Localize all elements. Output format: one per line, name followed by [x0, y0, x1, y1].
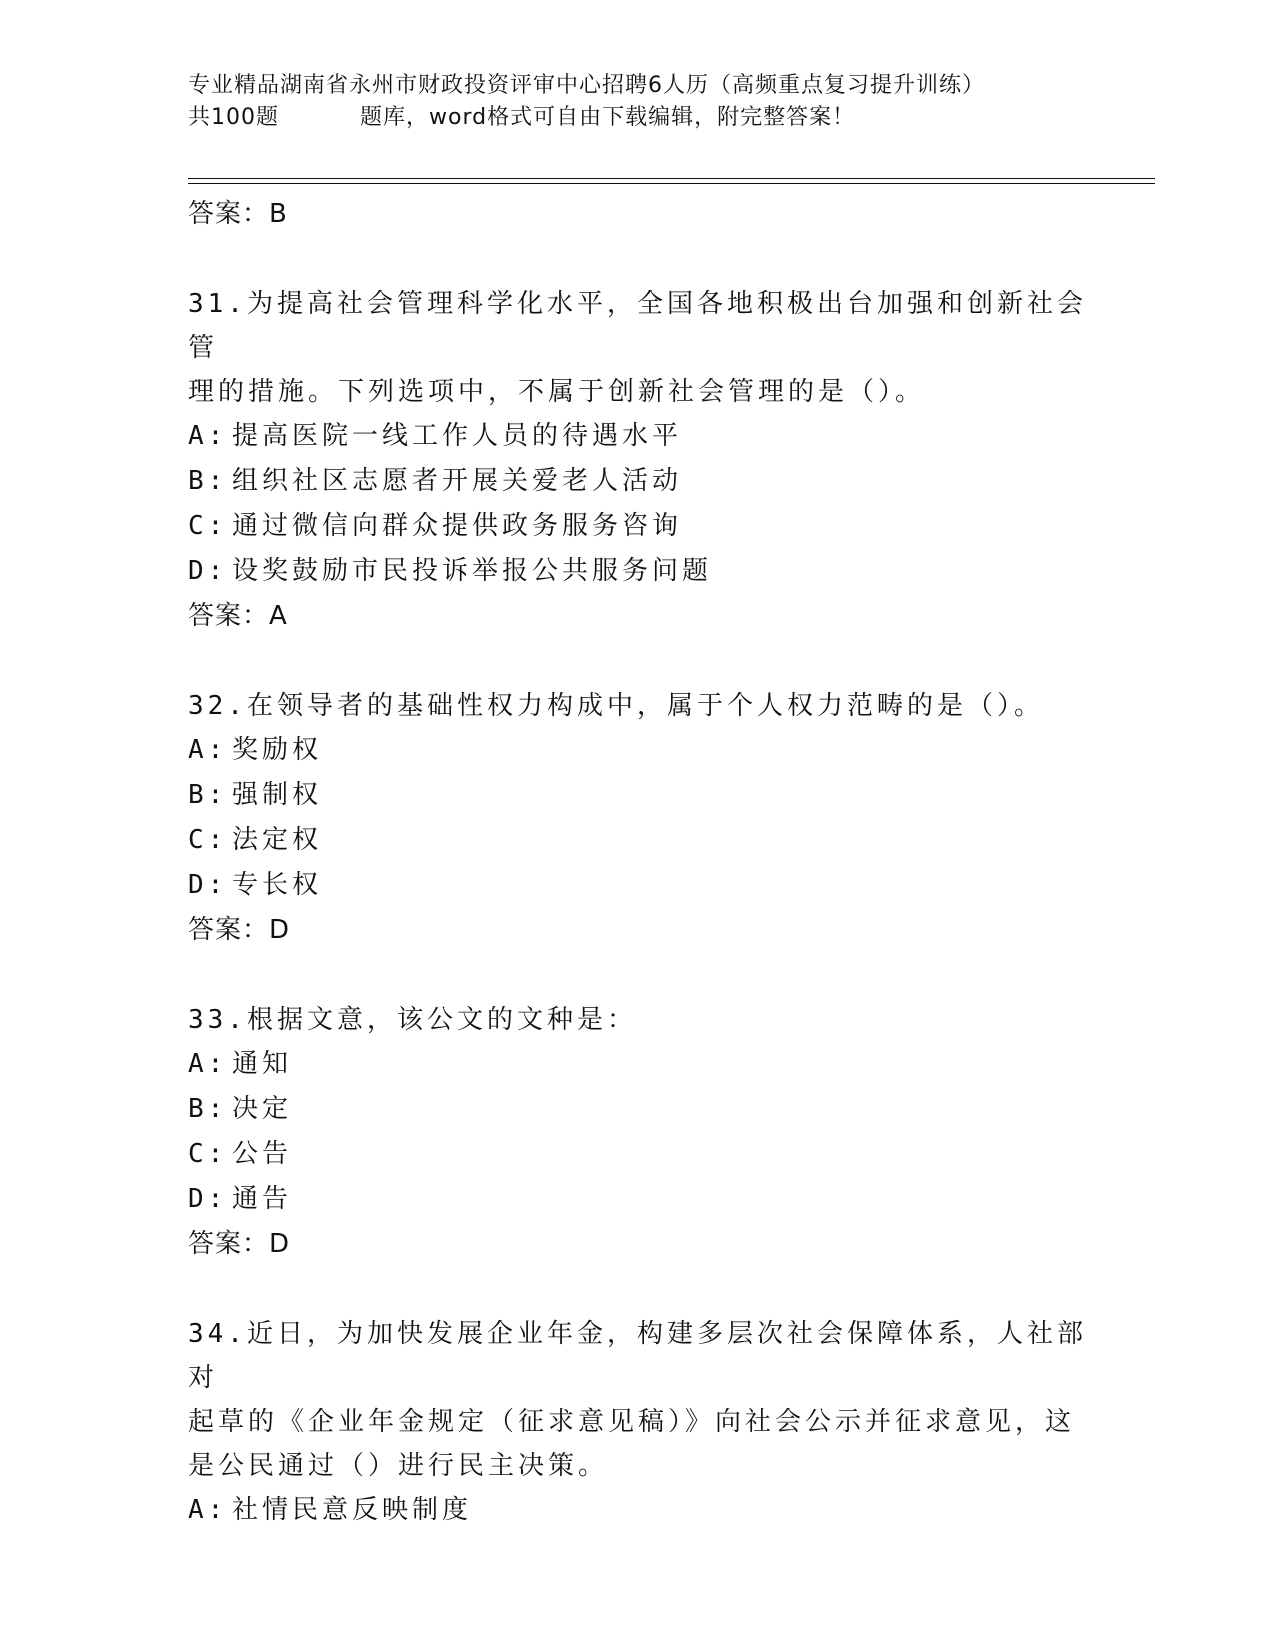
question-33 [188, 998, 1088, 1266]
answer-30: 答案：B [188, 199, 288, 229]
option-text: 提高医院一线工作人员的待遇水平 [232, 421, 683, 451]
option-letter: A: [188, 1049, 228, 1079]
option-b [188, 459, 1088, 504]
question-text-line: 理的措施。下列选项中，不属于创新社会管理的是（）。 [188, 377, 926, 407]
option-b [188, 773, 1088, 818]
option-text: 决定 [232, 1094, 293, 1124]
question-text-line: 34.近日，为加快发展企业年金，构建多层次社会保障体系，人社部对 [188, 1319, 1087, 1393]
option-letter: C: [188, 825, 228, 855]
option-a [188, 414, 1088, 459]
option-letter: B: [188, 466, 228, 496]
option-letter: D: [188, 556, 228, 586]
option-text: 设奖鼓励市民投诉举报公共服务问题 [232, 556, 713, 586]
question-text-line: 32.在领导者的基础性权力构成中，属于个人权力范畴的是（）。 [188, 691, 1044, 721]
question-text-line: 是公民通过（）进行民主决策。 [188, 1451, 609, 1481]
option-text: 奖励权 [232, 735, 323, 765]
option-c [188, 1132, 1088, 1177]
option-letter: A: [188, 1495, 228, 1525]
option-text: 专长权 [232, 870, 323, 900]
option-text: 组织社区志愿者开展关爱老人活动 [232, 466, 683, 496]
option-letter: B: [188, 1094, 228, 1124]
question-text-line: 31.为提高社会管理科学化水平，全国各地积极出台加强和创新社会管 [188, 289, 1087, 363]
option-text: 通告 [232, 1184, 293, 1214]
option-d [188, 549, 1088, 594]
question-32 [188, 684, 1088, 952]
option-text: 公告 [232, 1139, 293, 1169]
header-title-line: 专业精品湖南省永州市财政投资评审中心招聘6人历（高频重点复习提升训练） [188, 73, 985, 98]
option-letter: C: [188, 1139, 228, 1169]
option-letter: D: [188, 870, 228, 900]
header-divider-top [188, 178, 1155, 179]
header-description: 题库，word格式可自由下载编辑，附完整答案！ [360, 105, 856, 130]
header-divider-bottom [188, 183, 1155, 184]
option-b [188, 1087, 1088, 1132]
page-header [188, 70, 1168, 134]
option-c [188, 818, 1088, 863]
answer-33: 答案：D [188, 1229, 291, 1259]
answer-31: 答案：A [188, 601, 288, 631]
option-letter: A: [188, 735, 228, 765]
option-text: 法定权 [232, 825, 323, 855]
option-letter: C: [188, 511, 228, 541]
option-text: 通知 [232, 1049, 293, 1079]
answer-32: 答案：D [188, 915, 291, 945]
question-list [188, 190, 1088, 1533]
option-letter: D: [188, 1184, 228, 1214]
option-c [188, 504, 1088, 549]
question-34 [188, 1312, 1088, 1533]
header-subtitle-line [188, 102, 1168, 134]
option-a [188, 1042, 1088, 1087]
question-count: 共100题 [188, 105, 279, 130]
option-d [188, 863, 1088, 908]
option-text: 通过微信向群众提供政务服务咨询 [232, 511, 683, 541]
option-letter: B: [188, 780, 228, 810]
option-text: 强制权 [232, 780, 323, 810]
option-d [188, 1177, 1088, 1222]
option-a [188, 1488, 1088, 1533]
question-text-line: 起草的《企业年金规定（征求意见稿）》向社会公示并征求意见，这 [188, 1407, 1076, 1437]
question-31 [188, 282, 1088, 638]
option-letter: A: [188, 421, 228, 451]
option-text: 社情民意反映制度 [232, 1495, 473, 1525]
question-text-line: 33.根据文意，该公文的文种是： [188, 1005, 637, 1035]
option-a [188, 728, 1088, 773]
